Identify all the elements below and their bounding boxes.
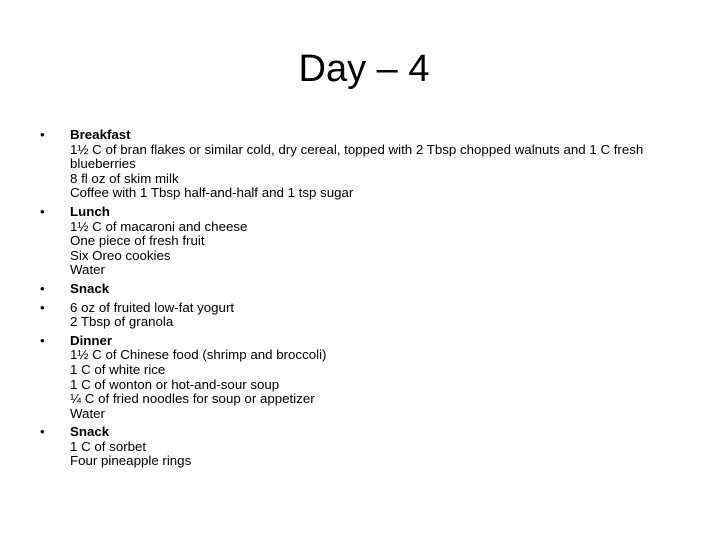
item-line: One piece of fresh fruit [70,233,205,249]
item-heading: Snack [70,280,110,296]
item-line: 8 fl oz of skim milk [70,170,179,186]
item-line: Water [70,262,105,278]
list-item-dinner [40,334,680,422]
item-line: ¼ C of fried noodles for soup or appetizer [70,391,315,407]
item-line: 1½ C of Chinese food (shrimp and broccoli) [70,347,327,363]
bullet-icon: • [40,424,45,440]
item-heading: Lunch [70,203,110,219]
item-heading: Dinner [70,332,113,348]
item-line: Six Oreo cookies [70,247,171,263]
bullet-icon: • [40,127,45,142]
bullet-list [40,128,680,473]
bullet-icon: • [40,203,45,219]
item-line: 1 C of wonton or hot-and-sour soup [70,376,280,392]
item-line: 6 oz of fruited low-fat yogurt [70,299,235,315]
item-line: 2 Tbsp of granola [70,314,174,330]
bullet-icon: • [40,280,45,296]
item-line: 1 C of white rice [70,361,166,377]
list-item-yogurt [40,301,680,330]
item-line: 1 C of sorbet [70,438,147,454]
bullet-icon: • [40,332,45,348]
item-line: 1½ C of bran flakes or similar cold, dry cereal, topped with 2 Tbsp chopped walnuts and 1 C fresh blueberries [70,141,644,172]
list-item-snack-2 [40,425,680,469]
list-item-snack [40,282,680,297]
item-heading: Breakfast [70,127,131,142]
item-line: Water [70,405,105,421]
item-line: 1½ C of macaroni and cheese [70,218,248,234]
item-heading: Snack [70,424,110,440]
item-line: Four pineapple rings [70,453,192,469]
bullet-icon: • [40,299,45,315]
item-line: Coffee with 1 Tbsp half-and-half and 1 tsp sugar [70,185,354,201]
slide-title: Day – 4 [298,48,430,90]
list-item-breakfast [40,128,680,201]
list-item-lunch [40,205,680,278]
